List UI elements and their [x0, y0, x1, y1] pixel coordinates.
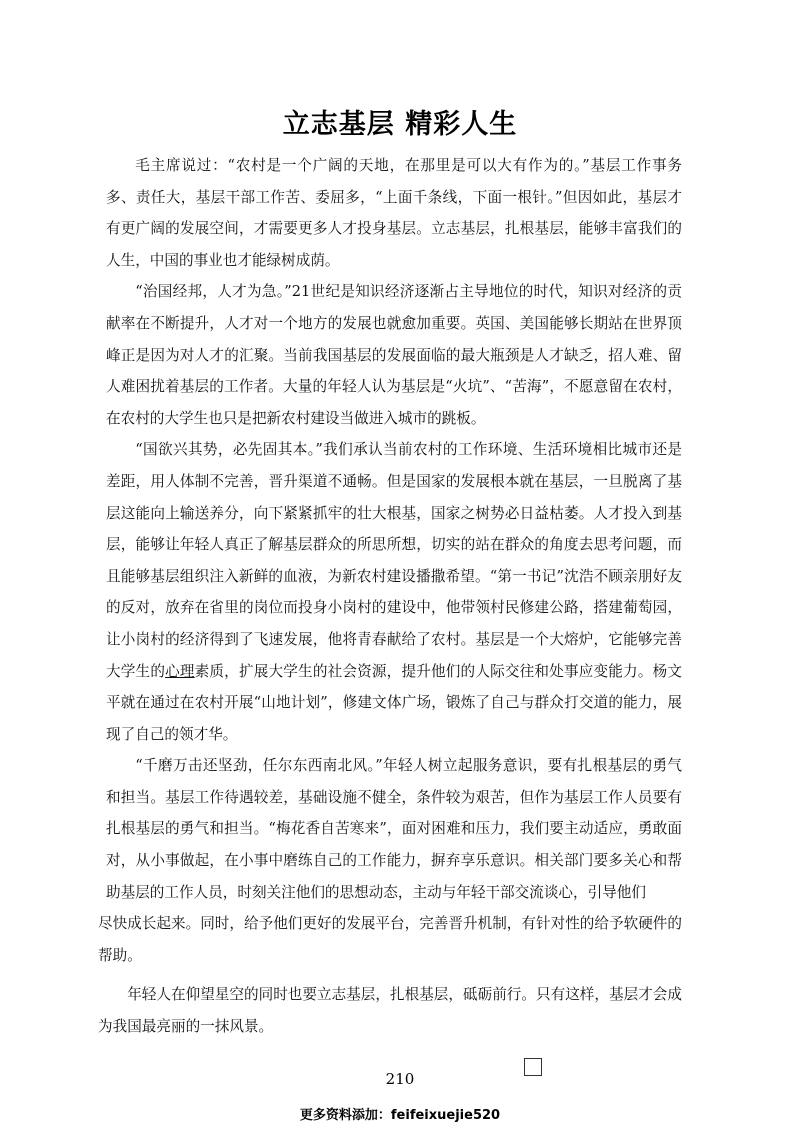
page-title: 立志基层 精彩人生 [282, 109, 518, 140]
underlined-term: 心理 [165, 662, 195, 680]
paragraph-3-text-b: 素质，扩展大学生的社会资源，提升他们的人际交往和处事应变能力。杨文平就在通过在农村开展“山地计划”，修建文体广场，锻炼了自己与群众打交道的能力，展现了自己的领才华。 [106, 662, 682, 743]
paragraph-2: “治国经邦，人才为急。”21世纪是知识经济逐渐占主导地位的时代，知识对经济的贡献率在不断提升，人才对一个地方的发展也就愈加重要。英国、美国能够长期站在世界顶峰正是因为对人才的汇聚。当前我国基层的发展面临的最大瓶颈是人才缺乏，招人难、留人难困扰着基层的工作者。大量的年轻人认为基层是“火坑”、“苦海”，不愿意留在农村，在农村的大学生也只是把新农村建设当做进入城市的跳板。 [106, 283, 682, 427]
paragraph-3 [106, 434, 682, 750]
paragraph-4: “千磨万击还坚劲，任尔东西南北风。”年轻人树立起服务意识，要有扎根基层的勇气和担当。基层工作待遇较差，基础设施不健全，条件较为艰苦，但作为基层工作人员要有扎根基层的勇气和担当。“梅花香自苦寒来”，面对困难和压力，我们要主动适应，勇敢面对，从小事做起，在小事中磨练自己的工作能力，摒弃享乐意识。相关部门要多关心和帮助基层的工作人员，时刻关注他们的思想动态，主动与年轻干部交流谈心，引导他们 [106, 757, 682, 901]
paragraph-3-text-a: “国欲兴其势，必先固其本。”我们承认当前农村的工作环境、生活环境相比城市还是差距，用人体制不完善，晋升渠道不通畅。但是国家的发展根本就在基层，一旦脱离了基层这能向上输送养分，向下紧紧抓牢的壮大根基，国家之树势必日益枯萎。人才投入到基层，能够让年轻人真正了解基层群众的所思所想，切实的站在群众的角度去思考问题，而且能够基层组织注入新鲜的血液，为新农村建设播撒希望。“第一书记”沈浩不顾亲朋好友的反对，放弃在省里的岗位而投身小岗村的建设中，他带领村民修建公路，搭建葡萄园，让小岗村的经济得到了飞速发展，他将青春献给了农村。基层是一个大熔炉，它能够完善大学生的 [106, 441, 682, 680]
article-body [98, 150, 682, 1043]
footer-note: 更多资料添加：feifeixuejie520 [299, 1108, 501, 1123]
page-number: 210 [385, 1070, 415, 1088]
paragraph-4-continuation: 尽快成长起来。同时，给予他们更好的发展平台，完善晋升机制，有针对性的给予软硬件的帮助。 [98, 915, 682, 964]
paragraph-5: 年轻人在仰望星空的同时也要立志基层，扎根基层，砥砺前行。只有这样，基层才会成为我国最亮丽的一抹风景。 [98, 986, 682, 1036]
paragraph-1: 毛主席说过：“农村是一个广阔的天地，在那里是可以大有作为的。”基层工作事务多、责任大，基层干部工作苦、委屈多，“上面千条线，下面一根针。”但因如此，基层才有更广阔的发展空间，才需要更多人才投身基层。立志基层，扎根基层，能够丰富我们的人生，中国的事业也才能绿树成荫。 [106, 157, 682, 269]
